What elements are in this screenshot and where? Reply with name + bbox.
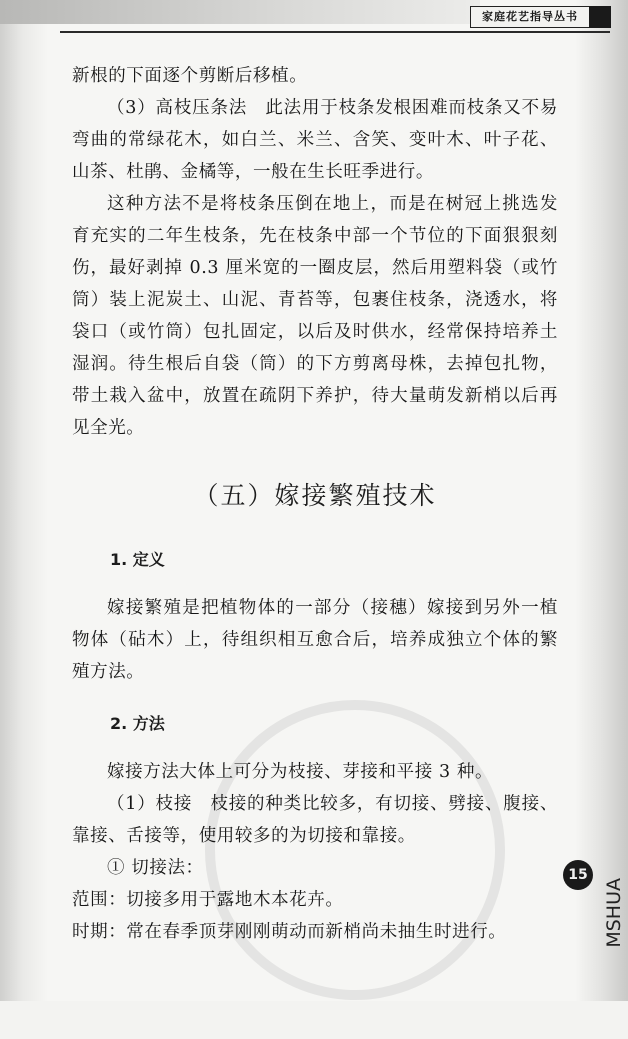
page-number: 15 — [563, 860, 593, 890]
series-title: 家庭花艺指导丛书 — [470, 6, 590, 28]
paragraph-timing: 时期：常在春季顶芽刚刚萌动而新梢尚未抽生时进行。 — [72, 922, 507, 942]
paragraph-definition: 嫁接繁殖是把植物体的一部分（接穗）嫁接到另外一植物体（砧木）上，待组织相互愈合后，培养成独立个体的繁殖方法。 — [72, 598, 558, 682]
side-watermark-text: MSHUA — [603, 878, 625, 948]
header-rule — [60, 31, 610, 33]
paragraph-cut-grafting-heading: ① 切接法： — [107, 858, 204, 878]
paragraph-branch-grafting: （1）枝接 枝接的种类比较多，有切接、劈接、腹接、靠接、舌接等，使用较多的为切接和靠接。 — [72, 794, 558, 846]
series-mark — [589, 6, 611, 28]
page-content — [72, 60, 558, 948]
paragraph-scope: 范围：切接多用于露地木本花卉。 — [72, 890, 344, 910]
paragraph-method-overview: 嫁接方法大体上可分为枝接、芽接和平接 3 种。 — [107, 762, 494, 782]
paragraph-continuation: 新根的下面逐个剪断后移植。 — [72, 66, 308, 86]
paragraph-method-detail: 这种方法不是将枝条压倒在地上，而是在树冠上挑选发育充实的二年生枝条，先在枝条中部一个节位的下面狠狠刻伤，最好剥掉 0.3 厘米宽的一圈皮层，然后用塑料袋（或竹筒）装上泥炭土、山泥、青苔等，包裹住枝条，浇透水，将袋口（或竹筒）包扎固定，以后及时供水，经常保持培养土湿润。待生根后自袋（筒）的下方剪离母株，去掉包扎物，带土栽入盆中，放置在疏阴下养护，待大量萌发新梢以后再见全光。 — [72, 194, 558, 438]
paragraph-high-layering: （3）高枝压条法 此法用于枝条发根困难而枝条又不易弯曲的常绿花木，如白兰、米兰、含笑、变叶木、叶子花、山茶、杜鹃、金橘等，一般在生长旺季进行。 — [72, 98, 558, 182]
section-title: （五）嫁接繁殖技术 — [193, 481, 437, 510]
subheading-definition: 1. 定义 — [110, 550, 165, 569]
header-band — [0, 0, 480, 24]
subheading-method: 2. 方法 — [110, 714, 165, 733]
